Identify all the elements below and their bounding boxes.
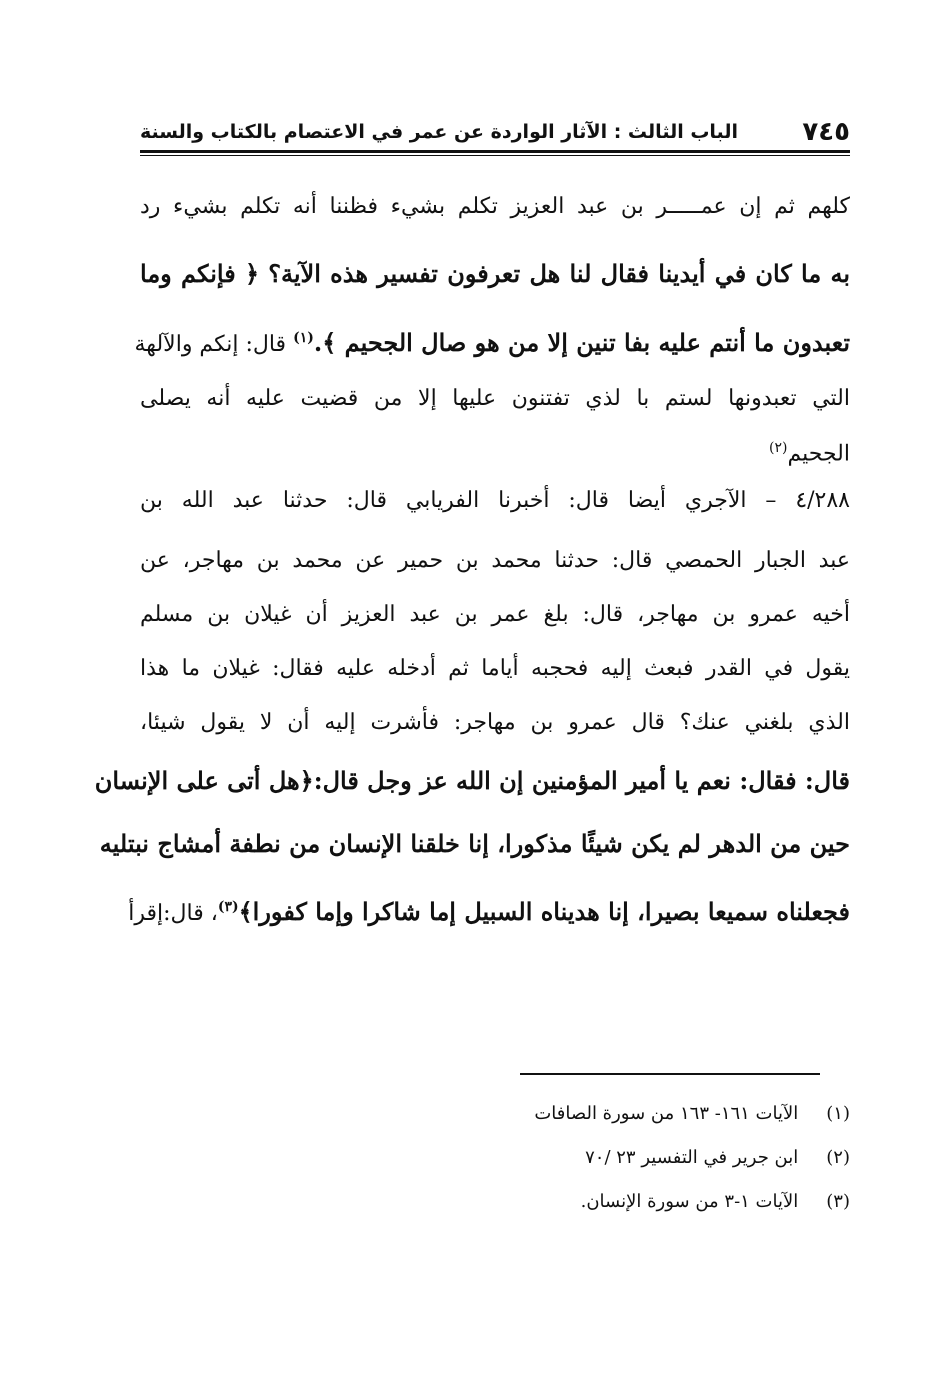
text-line-11: قال: فقال: نعم يا أمير المؤمنين إن الله عز وجل قال:﴿هل أتى على الإنسان (94, 766, 850, 795)
running-title: الباب الثالث : الآثار الواردة عن عمر في الاعتصام بالكتاب والسنة (140, 121, 738, 143)
footnotes (140, 1092, 850, 1224)
text-line-13 (128, 876, 850, 938)
footnote-number: (٣) (826, 1191, 850, 1212)
text-line-7: عبد الجبار الحمصي قال: حدثنا محمد بن حمير عن محمد بن مهاجر، عن (140, 548, 850, 573)
text-line-12: حين من الدهر لم يكن شيئًا مذكورا، إنا خلقنا الإنسان من نطفة أمشاج نبتليه (99, 829, 850, 858)
quran-verse: تعبدون ما أنتم عليه بفا تنين إلا من هو صال الجحيم ﴾. (313, 328, 850, 357)
page-header (140, 113, 850, 147)
footnote-1 (140, 1092, 850, 1136)
footnote-ref-2: (٢) (769, 440, 788, 456)
text-line-9: يقول في القدر فبعث إليه فحجبه أياما ثم أدخله عليه فقال: غيلان ما هذا (140, 656, 850, 681)
text-line-3-tail: قال: إنكم والآلهة (134, 332, 294, 357)
page-number: ٧٤٥ (802, 117, 850, 147)
main-text (94, 172, 850, 938)
footnote-2 (140, 1136, 850, 1180)
footnote-ref-3: (٣) (217, 899, 239, 915)
quran-verse-end: فجعلناه سميعا بصيرا، إنا هديناه السبيل إما شاكرا وإما كفورا﴾ (238, 897, 850, 926)
header-rule-thin (140, 155, 850, 156)
footnote-text: ابن جرير في التفسير ٢٣ /٧٠ (585, 1147, 799, 1168)
text-line-13-tail: ، قال:إقرأ (128, 901, 218, 926)
text-line-8: أخيه عمرو بن مهاجر، قال: بلغ عمر بن عبد العزيز أن غيلان بن مسلم (140, 602, 850, 627)
footnote-number: (٢) (826, 1147, 850, 1168)
footnote-text: الآيات ١-٣ من سورة الإنسان. (580, 1191, 799, 1212)
footnote-3 (140, 1180, 850, 1224)
text-line-5-word: الجحيم (787, 441, 850, 467)
text-line-2: به ما كان في أيدينا فقال لنا هل تعرفون تفسير هذه الآية؟ ﴿ فإنكم وما (140, 259, 850, 288)
footnote-text: الآيات ١٦١- ١٦٣ من سورة الصافات (534, 1103, 799, 1124)
text-line-10: الذي بلغني عنك؟ قال عمرو بن مهاجر: فأشرت إليه أن لا يقول شيئا، (140, 710, 850, 735)
footnote-separator (520, 1073, 820, 1075)
footnote-number: (١) (826, 1103, 850, 1124)
text-line-5 (140, 428, 850, 468)
text-line-4: التي تعبدونها لستم با لذي تفتنون عليها إلا من قضيت عليه أنه يصلى (140, 386, 850, 411)
text-line-3 (134, 306, 850, 370)
header-rule-thick (140, 150, 850, 153)
footnote-ref-1: (١) (293, 330, 314, 346)
text-line-6: ٤/٢٨٨ – الآجري أيضا قال: أخبرنا الفريابي قال: حدثنا عبد الله بن (140, 488, 850, 513)
text-line-1: كلهم ثم إن عمـــــر بن عبد العزيز تكلم بشيء فظننا أنه تكلم بشيء رد (140, 194, 850, 219)
